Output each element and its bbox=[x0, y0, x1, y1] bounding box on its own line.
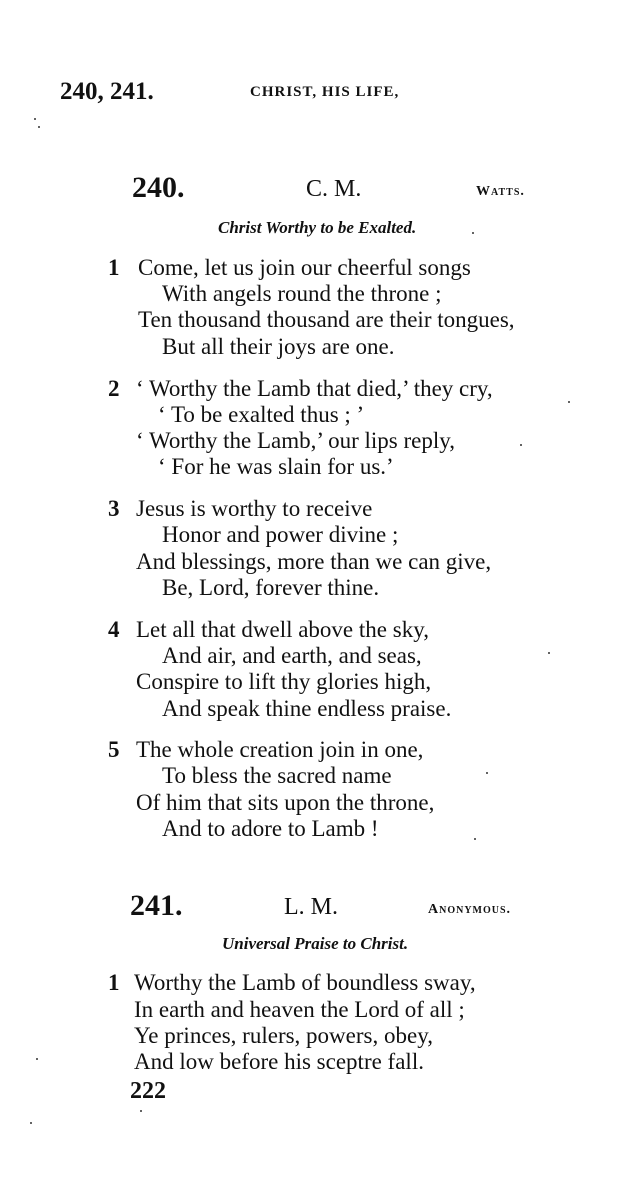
running-head-pages: 240, 241. bbox=[60, 78, 154, 105]
hymn-author: Watts. bbox=[476, 184, 525, 199]
verse-number: 4 bbox=[108, 617, 120, 642]
scan-speck bbox=[140, 1110, 142, 1112]
scan-speck bbox=[474, 838, 476, 840]
verse-line: ‘ To be exalted thus ; ’ bbox=[158, 402, 365, 427]
scan-speck bbox=[38, 126, 40, 128]
verse-line: Ye princes, rulers, powers, obey, bbox=[134, 1023, 433, 1048]
verse-line: Of him that sits upon the throne, bbox=[136, 790, 435, 815]
scan-speck bbox=[548, 652, 550, 654]
verse-line: Honor and power divine ; bbox=[162, 522, 399, 547]
hymn-meter: L. M. bbox=[284, 894, 338, 920]
verse-number: 1 bbox=[108, 255, 120, 280]
verse-number: 5 bbox=[108, 737, 120, 762]
verse-line: And blessings, more than we can give, bbox=[136, 549, 492, 574]
verse-line: Jesus is worthy to receive bbox=[136, 496, 373, 521]
scan-speck bbox=[34, 118, 36, 120]
verse-line: And low before his sceptre fall. bbox=[134, 1049, 424, 1074]
scan-speck bbox=[486, 772, 488, 774]
verse-line: Let all that dwell above the sky, bbox=[136, 617, 429, 642]
running-head-title: CHRIST, HIS LIFE, bbox=[250, 84, 400, 100]
verse-line: Ten thousand thousand are their tongues, bbox=[138, 307, 515, 332]
verse-line: Conspire to lift thy glories high, bbox=[136, 669, 432, 694]
hymn-number: 240. bbox=[132, 171, 185, 204]
verse-number: 1 bbox=[108, 970, 120, 995]
scan-speck bbox=[472, 232, 474, 234]
verse-line: In earth and heaven the Lord of all ; bbox=[134, 997, 465, 1022]
verse-number: 2 bbox=[108, 376, 120, 401]
verse-line: And air, and earth, and seas, bbox=[162, 643, 422, 668]
verse-line: Come, let us join our cheerful songs bbox=[138, 255, 471, 280]
hymn-author: Anonymous. bbox=[428, 902, 512, 917]
verse-line: Worthy the Lamb of boundless sway, bbox=[134, 970, 476, 995]
verse-line: With angels round the throne ; bbox=[162, 281, 442, 306]
verse-number: 3 bbox=[108, 496, 120, 521]
verse-line: But all their joys are one. bbox=[162, 334, 395, 359]
verse-line: ‘ For he was slain for us.’ bbox=[158, 454, 394, 479]
scan-speck bbox=[36, 1058, 38, 1060]
page-number: 222 bbox=[130, 1078, 166, 1104]
scan-speck bbox=[568, 401, 570, 403]
verse-line: ‘ Worthy the Lamb that died,’ they cry, bbox=[136, 376, 493, 401]
verse-line: To bless the sacred name bbox=[162, 763, 392, 788]
verse-line: Be, Lord, forever thine. bbox=[162, 575, 380, 600]
scan-speck bbox=[30, 1122, 32, 1124]
hymn-subtitle: Christ Worthy to be Exalted. bbox=[218, 218, 417, 237]
verse-line: And speak thine endless praise. bbox=[162, 696, 452, 721]
hymn-meter: C. M. bbox=[306, 176, 362, 202]
hymn-subtitle: Universal Praise to Christ. bbox=[222, 934, 409, 953]
verse-line: ‘ Worthy the Lamb,’ our lips reply, bbox=[136, 428, 456, 453]
verse-line: And to adore to Lamb ! bbox=[162, 816, 379, 841]
verse-line: The whole creation join in one, bbox=[136, 737, 424, 762]
hymn-number: 241. bbox=[130, 889, 183, 922]
scan-speck bbox=[520, 444, 522, 446]
